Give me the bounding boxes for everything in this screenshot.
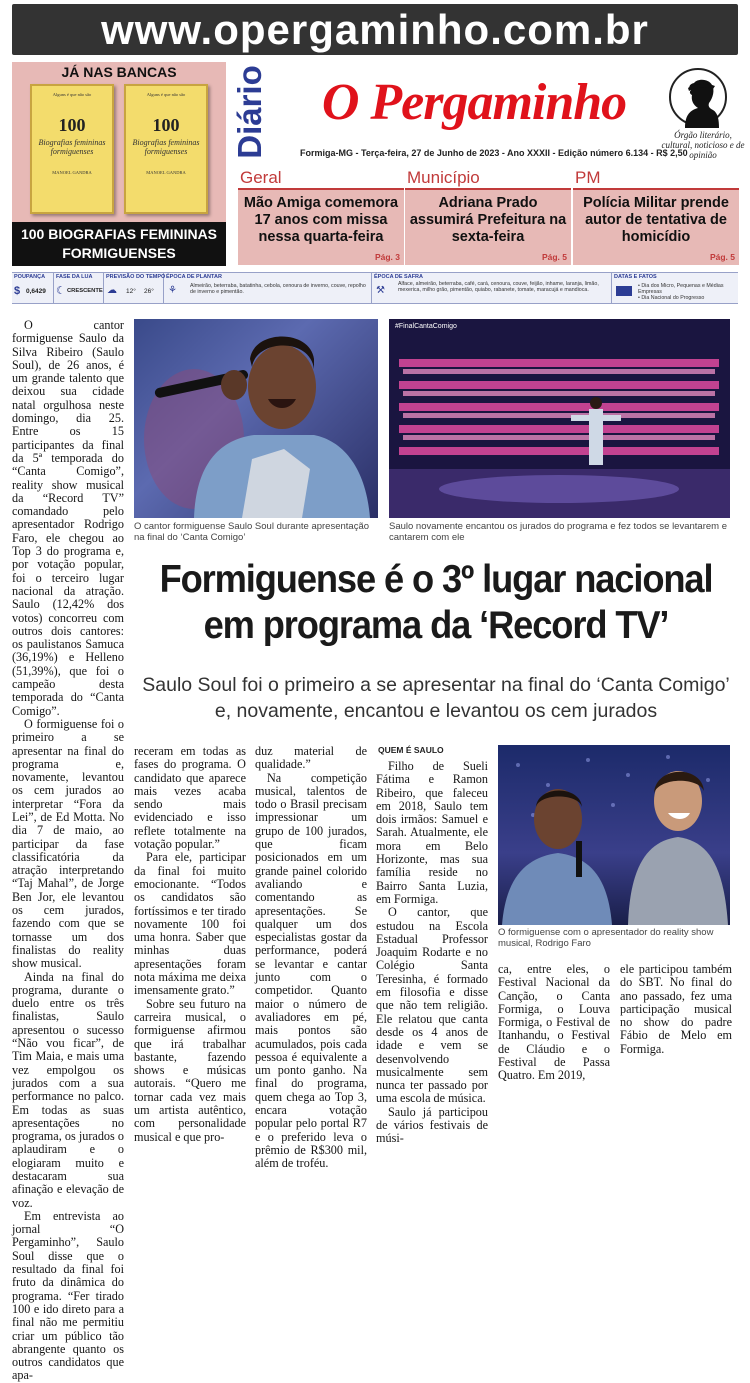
teaser-page: Pág. 5 [709,252,735,262]
site-url-bar[interactable] [12,4,738,55]
diario-label: Diário [231,65,268,159]
lua-value: CRESCENTE [67,288,103,294]
plantar-text: Almeirão, beterraba, batatinha, cebola, cenoura de inverno, couve, repolho de inverno e pimentão. [190,283,366,296]
teaser-headline[interactable]: Adriana Prado assumirá Prefeitura na sexta-feira [409,195,567,245]
article-paragraph: Para ele, participar da final foi muito emocionante. “Todos os candidatos são fortíssimos e ter tirado novamente 100 foi uma honra. Saber que minhas duas apresentações foram nota máxima me deixa imensamente grato.” [134,850,246,998]
tempo-max: 26° [144,288,154,295]
promo-banner: JÁ NAS BANCAS [61,64,177,80]
article-paragraph: duz material de qualidade.” [255,744,367,772]
article-headline [155,557,717,649]
headline-line: Formiguense é o 3º lugar nacional [159,558,713,601]
poupanca-value: 0,6429 [26,288,46,295]
article-subhead: Saulo Soul foi o primeiro a se apresentar na final do ‘Canta Comigo’ e, novamente, encantou e levantou os cem jurados [142,674,730,722]
harvest-icon: ⚒ [376,285,385,296]
article-paragraph: Na competição musical, talentos de todo o Brasil precisam impressionar um grupo de 100 jurados, que ficam posicionados em um grande painel colorido avaliando e comentando as apresentações. Se qualquer um dos especialistas gostar da performance, poderá se levantar e cantar junto com o competidor. Quanto maior o número de avaliadores em pé, mais pontos são acumulados, pois cada pessoa é equivalente a um ponto ganho. Na final do programa, quem chega ao Top 3, encara votação popular pelo portal R7 e o preferido leva o prêmio de R$300 mil, além de troféu. [255,770,367,1171]
teaser-headline[interactable]: Mão Amiga comemora 17 anos com missa nessa quarta-feira [243,195,399,245]
teaser-page: Pág. 3 [374,252,400,262]
book-number: 100 [58,115,86,135]
datas-box [612,273,738,303]
article-paragraph: O formiguense foi o primeiro a se apresentar na final do programa e, novamente, levantou os cem jurados ao interpretar “Fora da Lei”, de Ed Motta. No dia 7 de maio, ao participar da fase classificatória da atração interpretando “Taj Mahal”, de Jorge Ben Jor, ele levantou os cem jurados, fazendo com que se tornasse um dos finalistas do reality show musical. [12,716,124,971]
teaser-page: Pág. 5 [541,252,567,262]
book-author: MANOEL GANDRA [52,170,92,175]
tempo-label: PREVISÃO DO TEMPO [106,274,166,280]
safra-text: Alface, almeirão, beterraba, café, cará, cenoura, couve, feijão, inhame, laranja, limão, mexerica, milho grão, pimentão, quiabo, rabanete, tomate, maracujá e mandioca. [398,281,599,294]
teaser-pm[interactable] [573,166,739,265]
tempo-min: 12° [126,288,136,295]
datas-label: DATAS E FATOS [614,274,657,280]
datas-item: • Dia dos Micro, Pequenas e Médias Empresas [638,283,724,296]
article-paragraph: Filho de Sueli Fátima e Ramon Ribeiro, que faleceu em 2018, Saulo tem dois irmãos: Samuel e Sarah. Atualmente, ele mora em Belo Horizonte, mas sua família reside no Bairro Santa Luzia, em Formiga. [376,759,488,906]
book-title: Biografias femininas formiguenses [38,138,106,156]
safra-label: ÉPOCA DE SAFRA [374,274,423,280]
teaser-section: Geral [238,166,404,190]
teaser-section: PM [573,166,739,190]
book-number: 100 [152,115,180,135]
tempo-box [104,273,164,303]
lua-label: FASE DA LUA [56,274,93,280]
article-paragraph: Saulo já participou de vários festivais de músi- [376,1104,488,1146]
photo-stage[interactable] [389,319,730,518]
article-paragraph: Ainda na final do programa, durante o duelo entre os três finalistas, Saulo apresentou o sucesso “Não vou ficar”, de Tim Maia, e mais uma vez empolgou os jurados com a sua performance no palco. Em todas as suas apresentações no programa, os jurados o aplaudiram e o elogiaram muito e destacaram sua afinação e elevação de voz. [12,969,124,1210]
dateline: Formiga-MG - Terça-feira, 27 de Junho de 2023 - Ano XXXII - Edição número 6.134 - R$ 2,50 [300,148,688,158]
article-column-2 [134,744,246,1144]
article-column-5 [498,962,610,1083]
book-cover [124,84,208,214]
photo-overlay-tag: #FinalCantaComigo [395,323,457,330]
article-paragraph: Sobre seu futuro na carreira musical, o formiguense afirmou que irá trabalhar bastante, fazendo shows e músicas autorais. “Quero me tornar cada vez mais um artista autêntico, com personalidade musical e que pro- [134,996,246,1144]
moon-icon: ☾ [56,285,66,297]
masthead-tagline: Órgão literário, cultural, noticioso e de opinião [661,130,745,160]
photo-caption: Saulo novamente encantou os jurados do programa e fez todos se levantarem e cantarem com ele [389,521,727,543]
teaser-headline[interactable]: Polícia Militar prende autor de tentativa de homicídio [583,195,729,245]
article-paragraph: O cantor, que estudou na Escola Estadual Professor Joaquim Rodarte e no Colégio Santa Teresinha, é formado em filosofia e disse que não tem religião. Ele relatou que canta desde os 4 anos de idade e vem se desenvolvendo musicalmente sem nunca ter passado por uma escola de música. [376,905,488,1106]
article-paragraph: Em entrevista ao jornal “O Pergaminho”, Saulo Soul disse que o resultado da final foi fruto da dinâmica do programa. “Fer tirado 100 e ido direto para a final não me permitiu criar um público tão abrangente quanto os outros candidatos que apa- [12,1208,124,1383]
article-column-1 [12,318,124,1383]
plantar-label: ÉPOCA DE PLANTAR [166,274,222,280]
flag-icon [616,286,632,296]
promo-footer: 100 BIOGRAFIAS FEMININAS FORMIGUENSES [12,222,226,266]
newspaper-name: O Pergaminho [321,73,627,131]
dollar-icon: $ [14,285,21,297]
headline-line: em programa da ‘Record TV’ [203,604,669,647]
datas-item: • Dia Nacional do Progresso [638,295,705,301]
teaser-section: Município [405,166,571,190]
photo-singer[interactable] [134,319,378,518]
plantar-box [164,273,372,303]
book-top-text: Alguns é que não são [146,92,186,97]
teaser-geral[interactable] [238,166,404,265]
article-paragraph: ele participou também do SBT. No final do ano passado, fez uma participação musical no show do padre Fábio de Melo em Formiga. [620,962,732,1056]
plant-icon: ⚘ [168,285,177,296]
teaser-municipio[interactable] [405,166,571,265]
photo-host[interactable] [498,745,730,925]
article-column-4 [376,759,488,1146]
article-paragraph: receram em todas as fases do programa. O candidato que aparece mais vezes acaba sendo mais evidenciado e isso reflete totalmente na votação popular.” [134,744,246,852]
article-paragraph: ca, entre eles, o Festival Nacional da Canção, o Canta Formiga, o Louva Formiga, o Festival de Itanhandu, o Festival de Cláudio e o Festival de Passa Quatro. Em 2019, [498,962,610,1083]
poupanca-box [12,273,54,303]
cloud-icon: ☁ [107,285,117,296]
photo-caption: O cantor formiguense Saulo Soul durante apresentação na final do ‘Canta Comigo’ [134,521,370,543]
book-cover [30,84,114,214]
book-author: MANOEL GANDRA [146,170,186,175]
article-paragraph: O cantor formiguense Saulo da Silva Ribeiro (Saulo Soul), de 26 anos, é um grande talento que deixou sua cidade natal orgulhosa neste domingo, dia 25. Entre os 15 participantes da final da 5ª temporada do “Canta Comigo”, reality show musical da “Record TV” comandado pelo apresentador Rodrigo Faro, ele chegou ao Top 3 do programa e, por votação popular, foi o terceiro lugar nacional da atração. Saulo (12,42% dos votos) concorreu com outros dois cantores: os paulistanos Samuca (36,19%) e Helleno (51,39%), que foi o campeão desta temporada do “Canta Comigo”. [12,318,124,718]
article-column-3 [255,744,367,1171]
book-top-text: Alguns é que não são [52,92,92,97]
poupanca-label: POUPANÇA [14,274,46,280]
photo-caption: O formiguense com o apresentador do reality show musical, Rodrigo Faro [498,927,714,949]
silhouette-portrait-icon [669,68,727,126]
info-bar [12,272,738,304]
site-url[interactable]: www.opergaminho.com.br [101,5,649,53]
book-title: Biografias femininas formiguenses [132,138,200,156]
quem-label: QUEM É SAULO [378,745,444,755]
safra-box [372,273,612,303]
article-column-6 [620,962,732,1056]
promo-box [12,62,226,266]
lua-box [54,273,104,303]
